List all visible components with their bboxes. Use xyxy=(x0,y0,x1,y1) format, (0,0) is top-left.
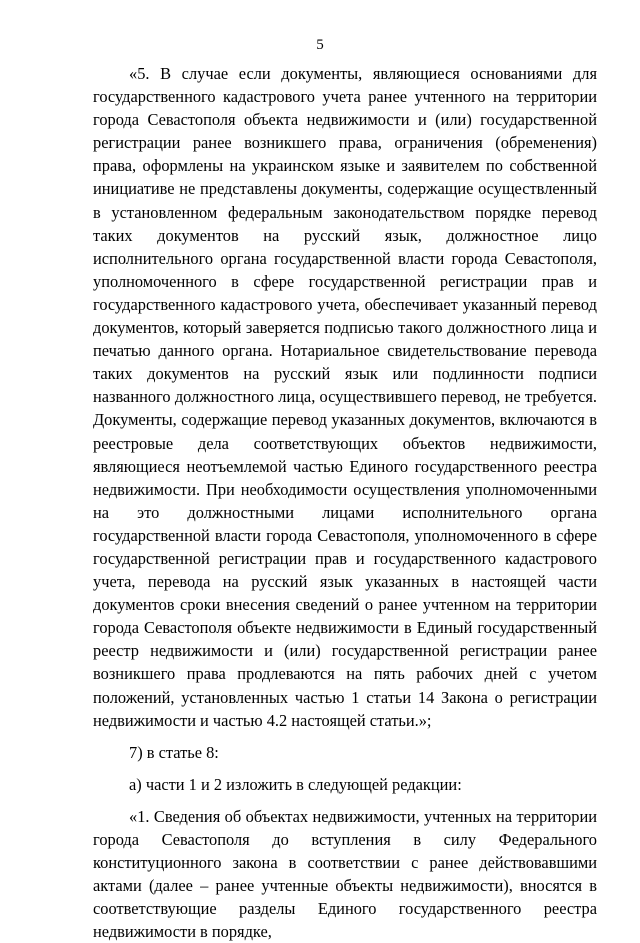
document-body xyxy=(93,62,597,943)
paragraph-part-1: «1. Сведения об объектах недвижимости, учтенных на территории города Севастополя до вступления в силу Федерального конституционного закона в соответствии с ранее действовавшими актами (далее – ранее учтенные объекты недвижимости), вносятся в соответствующие разделы Единого государственного реестра недвижимости в порядке, xyxy=(93,806,597,942)
paragraph-subitem-a: а) части 1 и 2 изложить в следующей редакции: xyxy=(129,774,462,794)
paragraph-item-7: 7) в статье 8: xyxy=(129,742,219,762)
paragraph-part-5: «5. В случае если документы, являющиеся основаниями для государственного кадастрового учета ранее учтенного на территории города Севастополя объекта недвижимости и (или) государственной регистрации ранее возникшего права, ограничения (обременения) права, оформлены на украинском языке и заявителем по собственной инициативе не представлены документы, содержащие осуществленный в установленном федеральным законодательством порядке перевод таких документов на русский язык, должностное лицо исполнительного органа государственной власти города Севастополя, уполномоченного в сфере государственной регистрации прав и государственного кадастрового учета, обеспечивает указанный перевод документов, который заверяется подписью такого должностного лица и печатью данного органа. Нотариальное свидетельствование перевода таких документов на русский язык или подлинности подписи названного должностного лица, осуществившего перевод, не требуется. Документы, содержащие перевод указанных документов, включаются в реестровые дела соответствующих объектов недвижимости, являющиеся неотъемлемой частью Единого государственного реестра недвижимости. При необходимости осуществления уполномоченными на это должностными лицами исполнительного органа государственной власти города Севастополя, уполномоченного в сфере государственной регистрации прав и государственного кадастрового учета, перевода на русский язык указанных в настоящей части документов сроки внесения сведений о ранее учтенном на территории города Севастополя объекте недвижимости в Единый государственный реестр недвижимости и (или) государственной регистрации ранее возникшего права продлеваются на пять рабочих дней с учетом положений, установленных частью 1 статьи 14 Закона о регистрации недвижимости и частью 4.2 настоящей статьи.»; xyxy=(93,64,597,730)
page-number: 5 xyxy=(316,37,324,53)
